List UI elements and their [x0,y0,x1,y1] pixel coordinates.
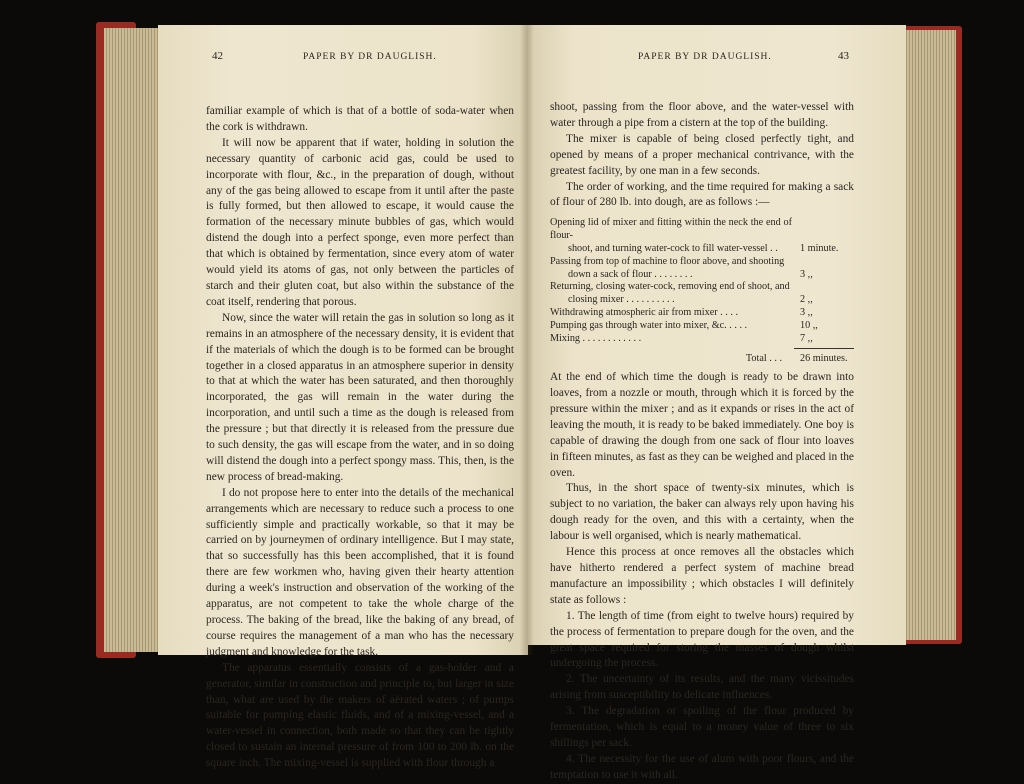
table-row [550,294,854,307]
right-page-number: 43 [838,50,849,62]
table-row-value: 3 ,, [800,306,813,318]
table-row-label: Returning, closing water-cock, removing end of shoot, and [550,281,790,293]
table-row [550,256,854,269]
paragraph: 4. The necessity for the use of alum with poor flours, and the temptation to use it with all. [550,752,854,781]
table-row-label: shoot, and turning water-cock to fill water-vessel . . [568,242,778,254]
total-label: Total . . . [745,353,782,365]
total-rule [794,348,854,349]
paragraph: The apparatus essentially consists of a gas-holder and a generator, similar in construction and principle to, but larger in size than, what are used by the makers of aërated waters ; of pumps suitable for pumping elastic fluids, and of a mixing-vessel, and a water-vessel in connection, both made so that they can be tightly closed to sustain an internal pressure of from 100 to 200 lb. on the square inch. The mixing-vessel is supplied with flour through a [206,661,514,770]
table-row-value: 7 ,, [800,332,813,344]
right-page-body [550,100,854,784]
table-row-value: 10 ,, [800,319,818,331]
table-row-value: 2 ,, [800,294,813,306]
paragraph: Hence this process at once removes all the obstacles which have hitherto rendered a perfect system of machine bread manufacture an impossibility ; which obstacles I will definitely state as follows : [550,546,854,606]
paragraph: 2. The uncertainty of its results, and the many vicissitudes arising from susceptibility to delicate influences. [550,673,854,702]
table-row [550,269,854,282]
page-edges-right [898,30,956,640]
table-row-label: Passing from top of machine to floor above, and shooting [550,255,785,267]
left-page-header: PAPER BY DR DAUGLISH. [303,52,437,62]
table-row-label: Mixing . . . . . . . . . . . . [550,332,642,344]
left-page-body [206,104,514,772]
page-edges-left [104,28,166,652]
table-row [550,281,854,294]
right-page-header: PAPER BY DR DAUGLISH. [638,52,772,62]
paragraph: I do not propose here to enter into the details of the mechanical arrangements which are necessary to reduce such a process to one sufficiently simple and practically workable, so that it may be carried on by journeymen of ordinary intelligence. But I may state, that so successfully has this been accomplished, that it is found there are few workmen who, having given their hearty attention during a week's instruction and observation of the working of the apparatus, are not competent to take the whole charge of the process. The baking of the bread, like the baking of any bread, of course requires the management of a man who has the necessary judgment and knowledge for the task. [206,486,514,658]
paragraph: It will now be apparent that if water, holding in solution the necessary quantity of carbonic acid gas, could be used to incorporate with flour, &c., in the preparation of dough, without any of the gas being allowed to escape from it until after the paste is fully formed, but then allowed to escape, it would cause the formation of the necessary minute bubbles of gas, which would distend the dough into a perfect sponge, even more perfect than that which is obtained by fermentation, since every atom of water would yield its atoms of gas, not only between the particles of starch and their gluten coat, but also within the substance of the coat itself, rendering that porous. [206,136,514,308]
paragraph: familiar example of which is that of a bottle of soda-water when the cork is withdrawn. [206,105,514,133]
total-value: 26 minutes. [800,353,848,365]
table-row [550,320,854,333]
left-page-number: 42 [212,50,223,62]
table-row-value: 3 ,, [800,268,813,280]
table-row-label: closing mixer . . . . . . . . . . [568,294,675,306]
book-gutter [520,25,534,655]
paragraph: shoot, passing from the floor above, and the water-vessel with water through a pipe from a cistern at the top of the building. [550,101,854,129]
paragraph: The order of working, and the time required for making a sack of flour of 280 lb. into dough, are as follows :— [550,180,854,209]
table-row [550,307,854,320]
paragraph: Thus, in the short space of twenty-six minutes, which is subject to no variation, the baker can always rely upon having his dough ready for the oven, and this with a certainty, when the labour is well organised, which is nearly mathematical. [550,482,854,543]
table-row-value: 1 minute. [800,242,839,254]
table-row-label: down a sack of flour . . . . . . . . [568,268,693,280]
time-table [550,217,854,366]
table-row-label: Pumping gas through water into mixer, &c. . . . . [550,319,748,331]
paragraph: The mixer is capable of being closed perfectly tight, and opened by means of a proper mechanical contrivance, with the greatest facility, by one man in a few seconds. [550,132,854,177]
table-row [550,217,854,243]
table-row-label: Opening lid of mixer and fitting within the neck the end of flour- [550,217,792,242]
table-total [550,353,854,366]
paragraph: Now, since the water will retain the gas in solution so long as it remains in an atmosphere of the necessary density, it is evident that if the materials of which the dough is to be formed can be brought together in a closed apparatus in an atmosphere superior in density to that at which the water has been saturated, and then thoroughly incorporated, the gas will remain in the water during the incorporation, and until such a time as the dough is released from the pressure ; but that directly it is released from the pressure due to such density, the gas will escape from the water, and in so doing will distend the dough into a perfect spongy mass. This, then, is the new process of bread-making. [206,311,514,483]
paragraph: 3. The degradation or spoiling of the flour produced by fermentation, which is equal to a money value of three to six shillings per sack. [550,705,854,749]
paragraph: At the end of which time the dough is ready to be drawn into loaves, from a nozzle or mouth, through which it is forced by the pressure within the mixer ; and as it expands or rises in the act of leaving the mouth, it is ready to be baked immediately. One boy is capable of drawing the dough from one sack of flour into loaves in fifteen minutes, as fast as they can be weighed and placed in the oven. [550,371,854,479]
paragraph: 1. The length of time (from eight to twelve hours) required by the process of fermentation to prepare dough for the oven, and the great space required for storing the masses of dough whilst undergoing the process. [550,609,854,670]
table-row [550,243,854,256]
table-row [550,333,854,346]
table-row-label: Withdrawing atmospheric air from mixer . . . . [550,306,739,318]
